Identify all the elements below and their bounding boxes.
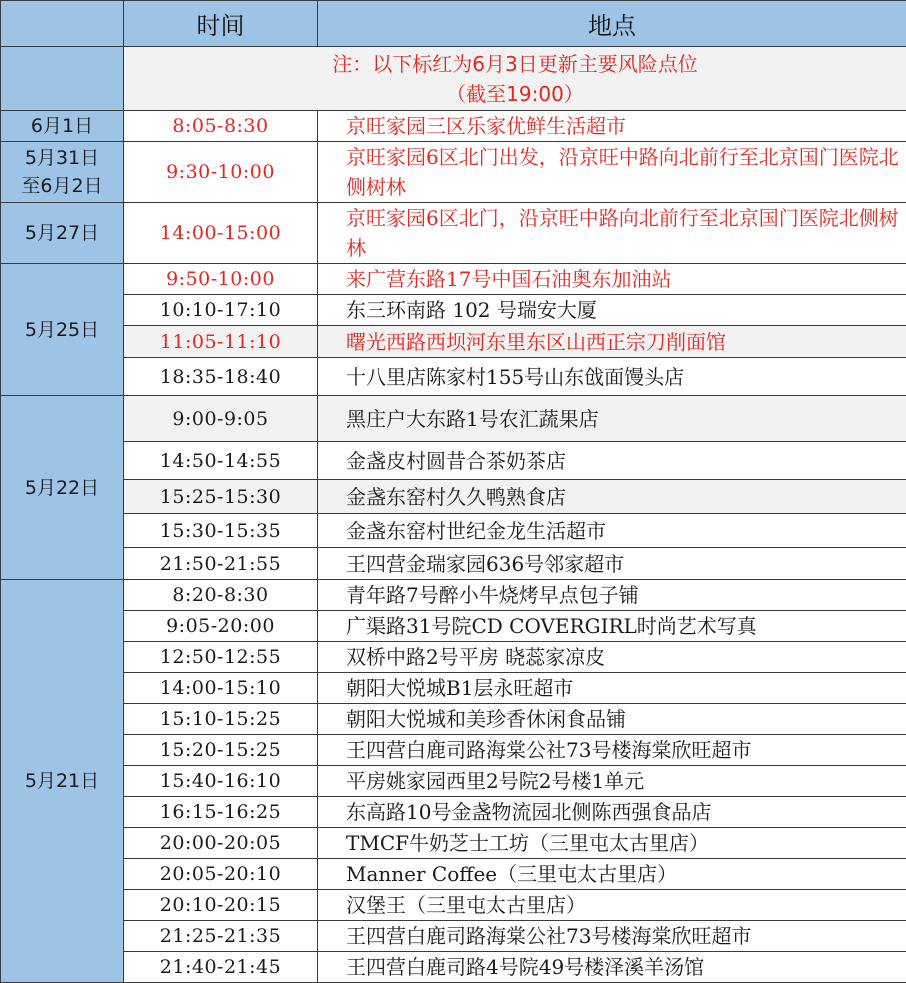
time-cell: 21:40-21:45 [124,952,318,983]
time-cell: 9:05-20:00 [124,611,318,642]
table-row [1,735,906,766]
note-blank [1,47,124,111]
place-cell: 京旺家园6区北门出发，沿京旺中路向北前行至北京国门医院北侧树林 [318,142,906,203]
table-row [1,203,906,264]
table-row [1,673,906,704]
place-cell: 金盏东窑村久久鸭熟食店 [318,480,906,514]
time-cell: 14:00-15:00 [124,203,318,264]
table-row [1,766,906,797]
time-cell: 15:30-15:35 [124,514,318,548]
place-cell: 金盏皮村圆昔合茶奶茶店 [318,442,906,480]
table-row [1,952,906,983]
place-cell: 朝阳大悦城和美珍香休闲食品铺 [318,704,906,735]
table-row [1,442,906,480]
table-row [1,396,906,442]
table-row [1,111,906,142]
header-row [1,1,906,47]
place-cell: 曙光西路西坝河东里东区山西正宗刀削面馆 [318,326,906,358]
note-line-1: 注：以下标红为6月3日更新主要风险点位 [124,49,906,79]
note-line-2: （截至19:00） [124,79,906,109]
time-cell: 8:05-8:30 [124,111,318,142]
time-cell: 20:00-20:05 [124,828,318,859]
header-blank [1,1,124,47]
time-cell: 21:50-21:55 [124,548,318,580]
table-row [1,704,906,735]
place-cell: 王四营白鹿司路海棠公社73号楼海棠欣旺超市 [318,735,906,766]
place-cell: 王四营白鹿司路4号院49号楼泽溪羊汤馆 [318,952,906,983]
place-cell: 双桥中路2号平房 晓蕊家凉皮 [318,642,906,673]
date-cell: 5月25日 [1,264,124,396]
table-row [1,295,906,326]
time-cell: 18:35-18:40 [124,358,318,396]
time-cell: 9:50-10:00 [124,264,318,295]
time-cell: 10:10-17:10 [124,295,318,326]
place-cell: 金盏东窑村世纪金龙生活超市 [318,514,906,548]
table-row [1,921,906,952]
time-cell: 14:50-14:55 [124,442,318,480]
date-cell: 5月27日 [1,203,124,264]
table-row [1,480,906,514]
table-row [1,611,906,642]
time-cell: 11:05-11:10 [124,326,318,358]
time-cell: 14:00-15:10 [124,673,318,704]
place-cell: 黑庄户大东路1号农汇蔬果店 [318,396,906,442]
date-cell: 5月31日 至6月2日 [1,142,124,203]
place-cell: 王四营金瑞家园636号邻家超市 [318,548,906,580]
time-cell: 20:10-20:15 [124,890,318,921]
time-cell: 16:15-16:25 [124,797,318,828]
time-cell: 21:25-21:35 [124,921,318,952]
time-cell: 9:00-9:05 [124,396,318,442]
time-cell: 15:25-15:30 [124,480,318,514]
place-cell: TMCF牛奶芝士工坊（三里屯太古里店） [318,828,906,859]
place-cell: 东高路10号金盏物流园北侧陈西强食品店 [318,797,906,828]
time-cell: 15:20-15:25 [124,735,318,766]
place-cell: 汉堡王（三里屯太古里店） [318,890,906,921]
date-cell: 6月1日 [1,111,124,142]
place-cell: 广渠路31号院CD COVERGIRL时尚艺术写真 [318,611,906,642]
place-cell: 朝阳大悦城B1层永旺超市 [318,673,906,704]
place-cell: 十八里店陈家村155号山东戗面馒头店 [318,358,906,396]
place-cell: 东三环南路 102 号瑞安大厦 [318,295,906,326]
header-place: 地点 [318,1,906,47]
date-cell: 5月21日 [1,580,124,983]
place-cell: 京旺家园三区乐家优鲜生活超市 [318,111,906,142]
table-row [1,797,906,828]
table-row [1,580,906,611]
time-cell: 12:50-12:55 [124,642,318,673]
note-row [1,47,906,111]
time-cell: 8:20-8:30 [124,580,318,611]
table-row [1,142,906,203]
header-time: 时间 [124,1,318,47]
table-row [1,326,906,358]
place-cell: 京旺家园6区北门，沿京旺中路向北前行至北京国门医院北侧树林 [318,203,906,264]
table-row [1,514,906,548]
table-row [1,548,906,580]
time-cell: 15:10-15:25 [124,704,318,735]
table-row [1,264,906,295]
place-cell: 来广营东路17号中国石油奥东加油站 [318,264,906,295]
place-cell: Manner Coffee（三里屯太古里店） [318,859,906,890]
table-row [1,890,906,921]
note-cell [124,47,906,111]
table-row [1,642,906,673]
time-cell: 20:05-20:10 [124,859,318,890]
date-cell: 5月22日 [1,396,124,580]
place-cell: 平房姚家园西里2号院2号楼1单元 [318,766,906,797]
time-cell: 15:40-16:10 [124,766,318,797]
table-row [1,358,906,396]
table-row [1,859,906,890]
time-cell: 9:30-10:00 [124,142,318,203]
place-cell: 王四营白鹿司路海棠公社73号楼海棠欣旺超市 [318,921,906,952]
table-row [1,828,906,859]
place-cell: 青年路7号醉小牛烧烤早点包子铺 [318,580,906,611]
